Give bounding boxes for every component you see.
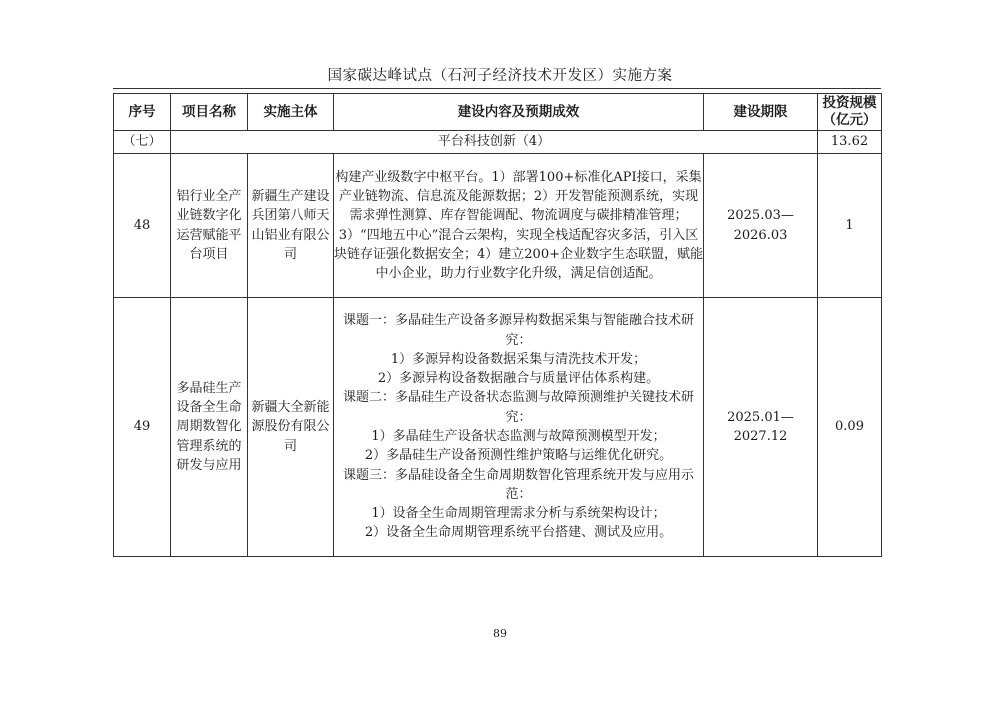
row-amount: 0.09	[818, 298, 882, 557]
col-header-index: 序号	[114, 94, 171, 131]
col-header-content: 建设内容及预期成效	[334, 94, 704, 131]
row-content: 课题一：多晶硅生产设备多源异构数据采集与智能融合技术研究： 1）多源异构设备数据采集与清洗技术开发； 2）多源异构设备数据融合与质量评估体系构建。 课题二：多晶硅生产设备状态监测与故障预测维护关键技术研究： 1）多晶硅生产设备状态监测与故障预测模型开发； 2）多晶硅生产设备预测性维护策略与运维优化研究。 课题三：多晶硅设备全生命周期数智化管理系统开发与应用示范： 1）设备全生命周期管理需求分析与系统架构设计； 2）设备全生命周期管理系统平台搭建、测试及应用。	[334, 298, 704, 557]
row-project-name: 铝行业全产业链数字化运营赋能平台项目	[171, 154, 248, 298]
table-row	[114, 298, 882, 557]
col-header-period: 建设期限	[704, 94, 818, 131]
table-row	[114, 154, 882, 298]
row-period: 2025.03—2026.03	[704, 154, 818, 298]
col-header-project-name: 项目名称	[171, 94, 248, 131]
section-index: （七）	[114, 131, 171, 154]
page-number: 89	[493, 627, 507, 640]
project-table	[113, 93, 882, 557]
table-header-row	[114, 94, 882, 131]
page-header-title: 国家碳达峰试点（石河子经济技术开发区）实施方案	[327, 68, 673, 84]
row-index: 48	[114, 154, 171, 298]
section-title: 平台科技创新（4）	[171, 131, 818, 154]
header-rule	[113, 88, 881, 89]
row-index: 49	[114, 298, 171, 557]
row-content: 构建产业级数字中枢平台。1）部署100+标准化API接口，采集产业链物流、信息流及能源数据；2）开发智能预测系统，实现需求弹性测算、库存智能调配、物流调度与碳排精准管理；3）“四地五中心”混合云架构，实现全栈适配容灾多活，引入区块链存证强化数据安全；4）建立200+企业数字生态联盟，赋能中小企业，助力行业数字化升级，满足信创适配。	[334, 154, 704, 298]
row-amount: 1	[818, 154, 882, 298]
row-project-name: 多晶硅生产设备全生命周期数智化管理系统的研发与应用	[171, 298, 248, 557]
row-period: 2025.01—2027.12	[704, 298, 818, 557]
col-header-implementer: 实施主体	[248, 94, 334, 131]
row-implementer: 新疆大全新能源股份有限公司	[248, 298, 334, 557]
section-amount: 13.62	[818, 131, 882, 154]
col-header-investment: 投资规模 （亿元）	[818, 94, 882, 131]
section-row	[114, 131, 882, 154]
row-implementer: 新疆生产建设兵团第八师天山铝业有限公司	[248, 154, 334, 298]
